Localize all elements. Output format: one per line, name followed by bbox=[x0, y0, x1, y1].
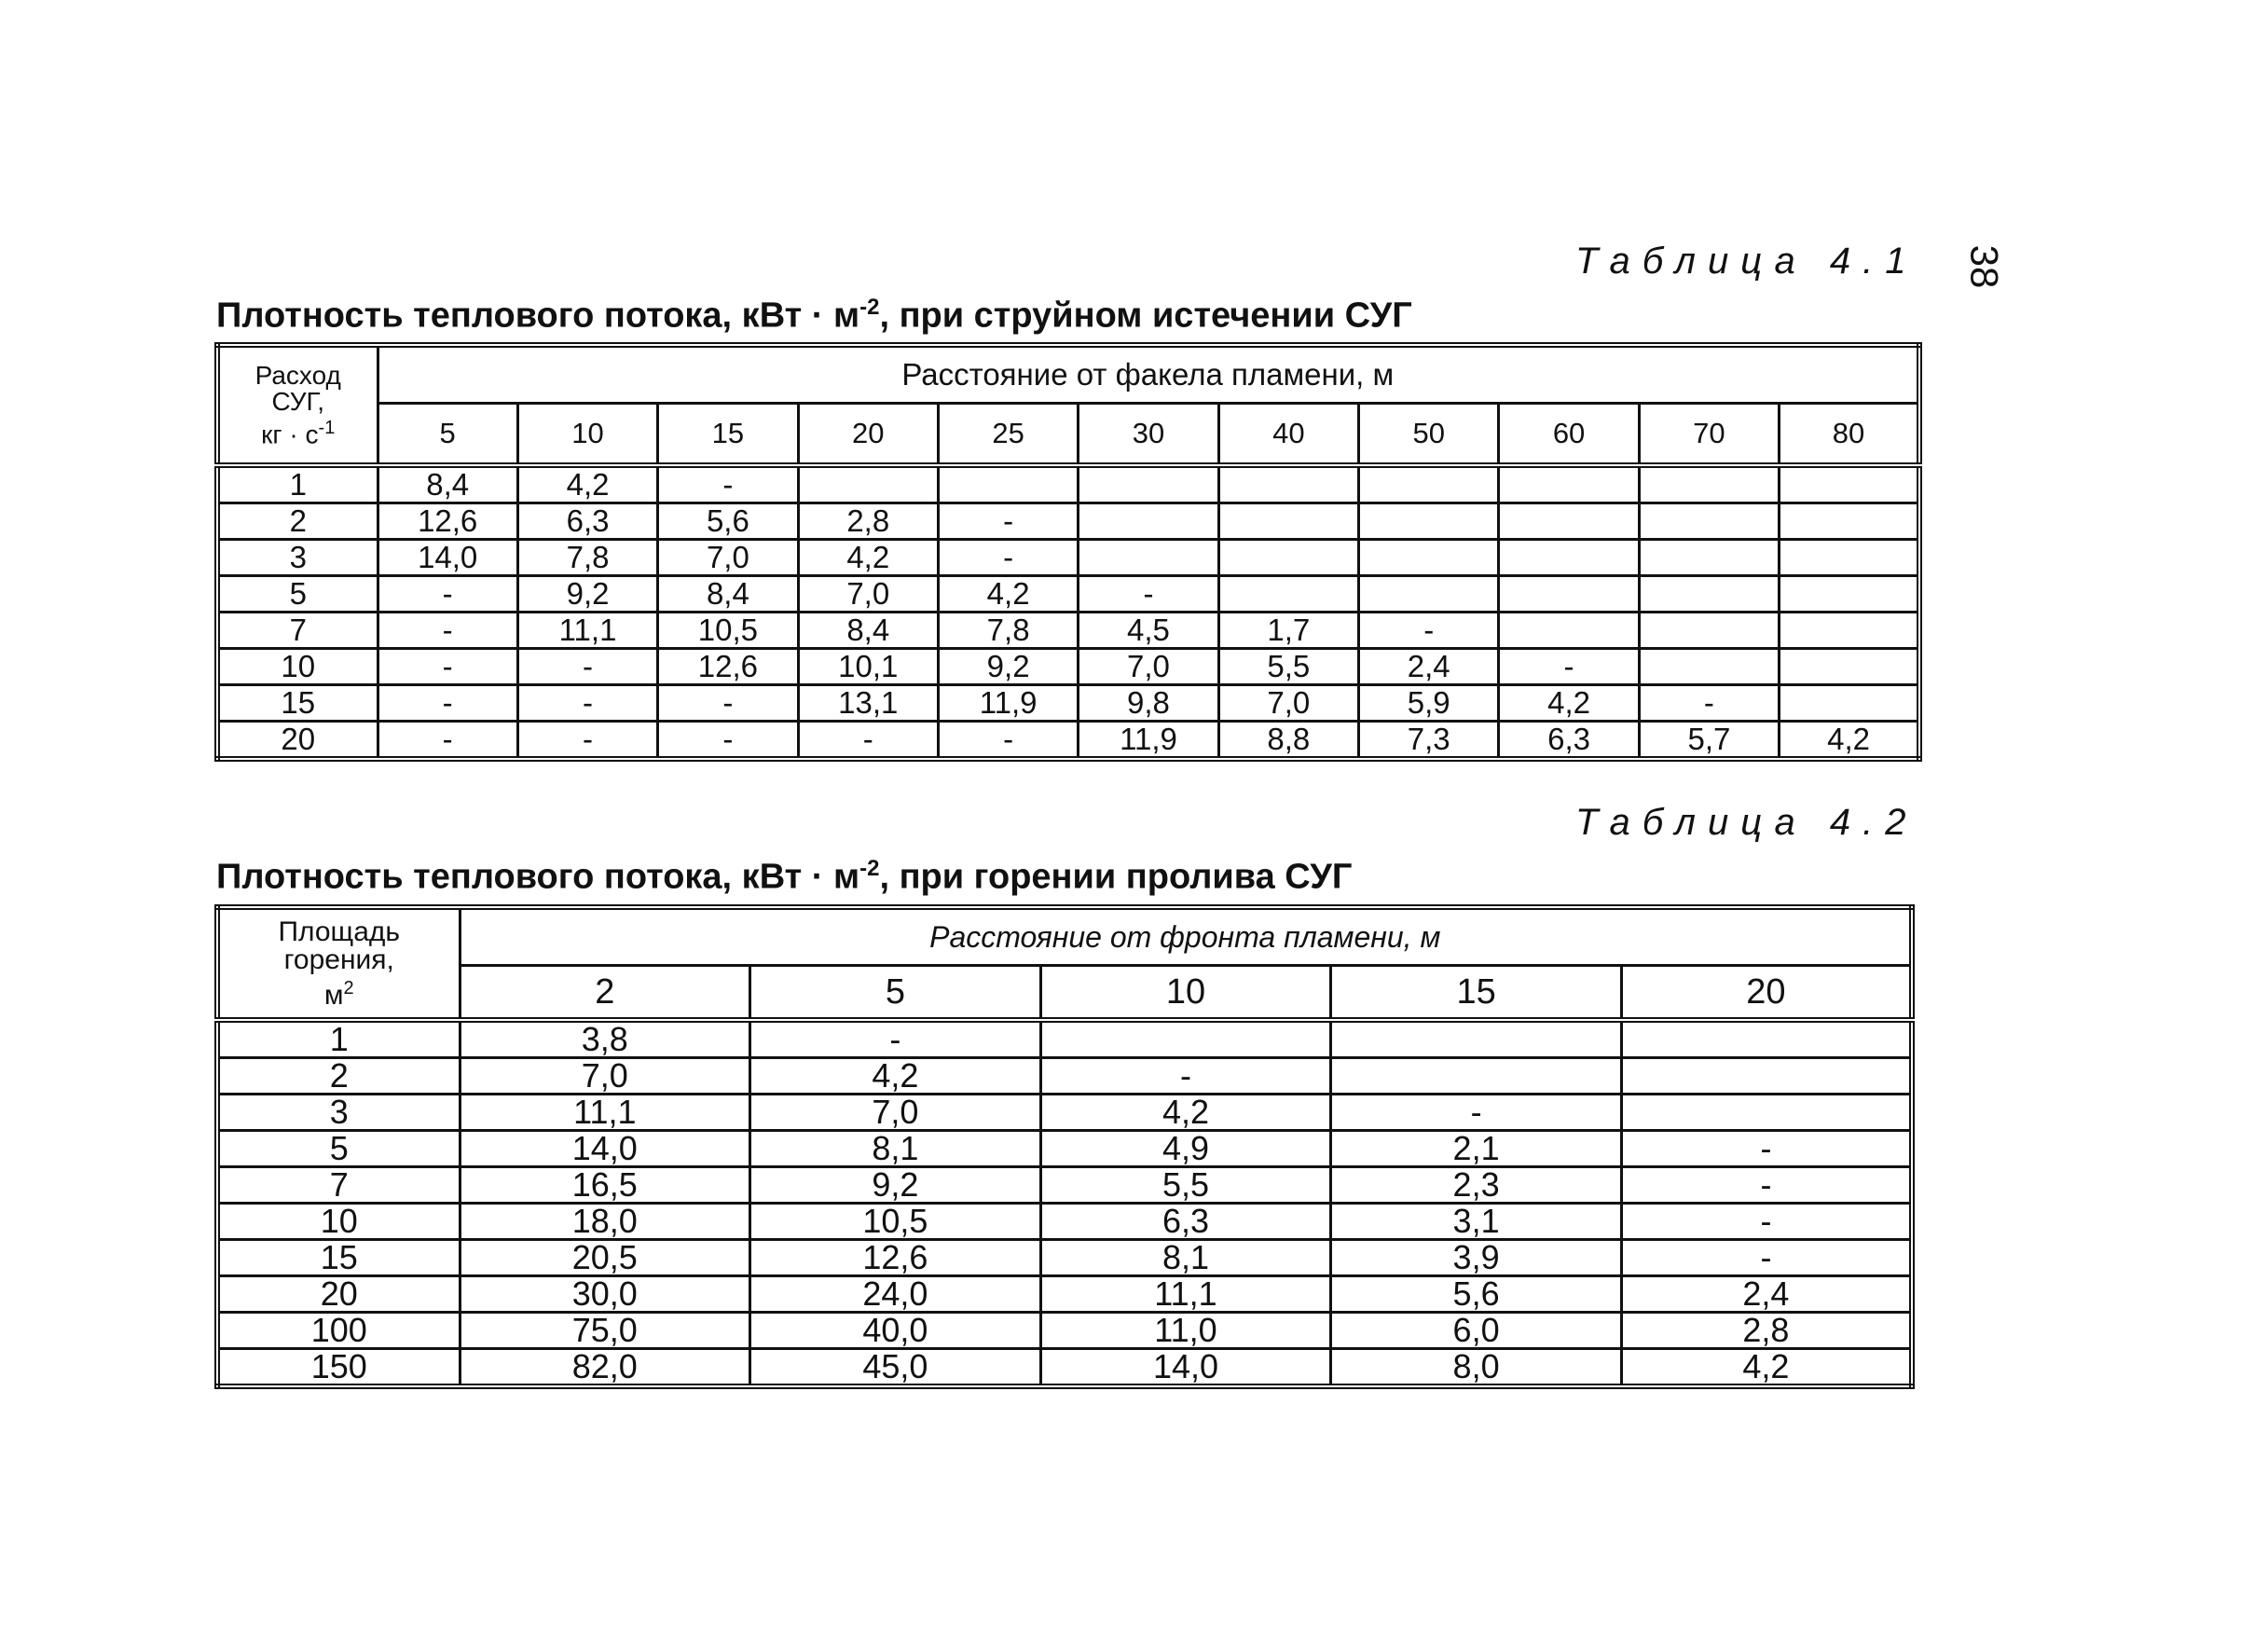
table1-stub-header-unit bbox=[220, 415, 377, 448]
table1-cell: 5,7 bbox=[1639, 722, 1779, 760]
table1-cell: - bbox=[658, 685, 798, 722]
table1-row-key: 7 bbox=[217, 613, 378, 649]
table1-cell: 6,3 bbox=[517, 503, 657, 540]
table2-row-key: 3 bbox=[217, 1095, 460, 1131]
table1-cell: 7,0 bbox=[658, 540, 798, 576]
table1-cell bbox=[1359, 503, 1499, 540]
table2-label: Таблица 4.2 bbox=[1575, 802, 1918, 843]
table1-cell: 5,6 bbox=[658, 503, 798, 540]
table1-row-key: 2 bbox=[217, 503, 378, 540]
table1-column-header: 10 bbox=[517, 404, 657, 466]
table1-cell bbox=[1499, 576, 1639, 613]
table-row bbox=[217, 576, 1919, 613]
table2-stub-header-exp: 2 bbox=[343, 977, 354, 999]
table2-row-key: 150 bbox=[217, 1349, 460, 1387]
table-row bbox=[217, 1349, 1912, 1387]
table2-cell: 2,4 bbox=[1621, 1276, 1912, 1313]
table2-cell: 20,5 bbox=[460, 1240, 750, 1276]
table1-cell bbox=[1639, 465, 1779, 503]
table1-cell bbox=[1359, 540, 1499, 576]
table1-cell bbox=[1079, 503, 1218, 540]
table1-cell: - bbox=[517, 722, 657, 760]
table1-cell: - bbox=[517, 649, 657, 685]
table-row bbox=[217, 1095, 1912, 1131]
table1-cell: 4,2 bbox=[938, 576, 1078, 613]
table2-row-key: 7 bbox=[217, 1167, 460, 1204]
table2-cell: 7,0 bbox=[750, 1095, 1041, 1131]
table2-cell: 4,2 bbox=[1040, 1095, 1331, 1131]
table2-stub-header-line3: м bbox=[323, 979, 344, 1011]
table2-cell: 8,0 bbox=[1331, 1349, 1622, 1387]
table2-cell: 30,0 bbox=[460, 1276, 750, 1313]
table-row bbox=[217, 1313, 1912, 1349]
table1-cell: - bbox=[378, 576, 517, 613]
table2-cell: 11,1 bbox=[1040, 1276, 1331, 1313]
table1-cell: 1,7 bbox=[1218, 613, 1358, 649]
table-row bbox=[217, 503, 1919, 540]
table2-cell bbox=[1040, 1020, 1331, 1058]
table1-cell bbox=[1359, 465, 1499, 503]
table1-cell: 7,0 bbox=[1218, 685, 1358, 722]
table1-cell bbox=[1780, 576, 1919, 613]
table2-cell: 14,0 bbox=[1040, 1349, 1331, 1387]
table2-cell: 7,0 bbox=[460, 1058, 750, 1095]
table1-cell: 4,2 bbox=[1780, 722, 1919, 760]
table2-cell: - bbox=[1621, 1167, 1912, 1204]
table1-cell: - bbox=[1359, 613, 1499, 649]
table-row bbox=[217, 1240, 1912, 1276]
table2-cell: 4,9 bbox=[1040, 1131, 1331, 1167]
table1-cell: 9,2 bbox=[517, 576, 657, 613]
table-row bbox=[217, 1058, 1912, 1095]
table1-cell bbox=[1499, 503, 1639, 540]
table2-cell: 8,1 bbox=[750, 1131, 1041, 1167]
table2-cell: 18,0 bbox=[460, 1204, 750, 1240]
table-row bbox=[217, 465, 1919, 503]
table2-cell bbox=[1621, 1020, 1912, 1058]
page-number: 38 bbox=[1962, 244, 2007, 289]
table1-cell bbox=[798, 465, 938, 503]
table1-column-header: 70 bbox=[1639, 404, 1779, 466]
table1-row-key: 15 bbox=[217, 685, 378, 722]
table1-cell bbox=[1639, 576, 1779, 613]
table2-title-rest: , при горении пролива СУГ bbox=[879, 857, 1353, 897]
table1-cell: 11,9 bbox=[938, 685, 1078, 722]
table1-cell bbox=[1079, 465, 1218, 503]
table2-cell: 3,1 bbox=[1331, 1204, 1622, 1240]
table1-cell: 7,8 bbox=[938, 613, 1078, 649]
table2-cell: 2,1 bbox=[1331, 1131, 1622, 1167]
table2-cell: 82,0 bbox=[460, 1349, 750, 1387]
table2-cell: - bbox=[1621, 1240, 1912, 1276]
table2-cell: 45,0 bbox=[750, 1349, 1041, 1387]
table2-cell: 14,0 bbox=[460, 1131, 750, 1167]
table2-cell: 11,0 bbox=[1040, 1313, 1331, 1349]
table1-cell: 5,5 bbox=[1218, 649, 1358, 685]
table2-cell: 4,2 bbox=[1621, 1349, 1912, 1387]
table1-cell: 9,2 bbox=[938, 649, 1078, 685]
table1-cell: 8,4 bbox=[658, 576, 798, 613]
table1-row-key: 5 bbox=[217, 576, 378, 613]
table1-cell: 4,5 bbox=[1079, 613, 1218, 649]
table1-column-header: 50 bbox=[1359, 404, 1499, 466]
table2-column-header: 2 bbox=[460, 966, 750, 1021]
table1-cell: 4,2 bbox=[1499, 685, 1639, 722]
table1-cell: - bbox=[1079, 576, 1218, 613]
table1-cell bbox=[1218, 503, 1358, 540]
table-row bbox=[217, 1131, 1912, 1167]
table2-cell: 5,6 bbox=[1331, 1276, 1622, 1313]
table1-cell: 9,8 bbox=[1079, 685, 1218, 722]
table1-cell bbox=[1780, 465, 1919, 503]
table2-cell bbox=[1331, 1020, 1622, 1058]
table1 bbox=[214, 342, 1922, 762]
table2-cell: - bbox=[750, 1020, 1041, 1058]
table1-cell: 8,8 bbox=[1218, 722, 1358, 760]
table2-stub-header-line1: Площадь bbox=[278, 916, 401, 947]
table-row bbox=[217, 613, 1919, 649]
table1-stub-header-line3: кг · с bbox=[261, 420, 319, 449]
table2-cell: 6,0 bbox=[1331, 1313, 1622, 1349]
table2-row-key: 2 bbox=[217, 1058, 460, 1095]
table1-cell: 4,2 bbox=[798, 540, 938, 576]
table2-cell: 5,5 bbox=[1040, 1167, 1331, 1204]
table1-cell: - bbox=[378, 722, 517, 760]
table1-cell: - bbox=[658, 465, 798, 503]
table1-cell bbox=[938, 465, 1078, 503]
table2-column-header: 5 bbox=[750, 966, 1041, 1021]
table1-cell bbox=[1499, 540, 1639, 576]
table1-cell: 8,4 bbox=[798, 613, 938, 649]
table2-stub-header bbox=[217, 907, 460, 1020]
table1-cell: - bbox=[517, 685, 657, 722]
table1-stub-header-line2: СУГ, bbox=[271, 386, 325, 416]
table1-cell bbox=[1780, 649, 1919, 685]
table-row bbox=[217, 1204, 1912, 1240]
table1-cell: 7,0 bbox=[798, 576, 938, 613]
table1-cell bbox=[1079, 540, 1218, 576]
table2-cell: - bbox=[1621, 1204, 1912, 1240]
table1-cell: 6,3 bbox=[1499, 722, 1639, 760]
table1-title-rest: , при струйном истечении СУГ bbox=[879, 296, 1412, 336]
table2-cell: 40,0 bbox=[750, 1313, 1041, 1349]
table1-cell: 7,8 bbox=[517, 540, 657, 576]
table1-cell: - bbox=[378, 613, 517, 649]
table1-cell: - bbox=[938, 722, 1078, 760]
table2-title bbox=[216, 856, 1352, 898]
table1-cell: 11,1 bbox=[517, 613, 657, 649]
table2-cell: 10,5 bbox=[750, 1204, 1041, 1240]
table2-stub-header-line2: горения, bbox=[283, 943, 394, 975]
table2-cell: - bbox=[1621, 1131, 1912, 1167]
table1-cell: 2,4 bbox=[1359, 649, 1499, 685]
table1-cell bbox=[1499, 613, 1639, 649]
table2-column-header: 15 bbox=[1331, 966, 1622, 1021]
table-row bbox=[217, 540, 1919, 576]
table-row bbox=[217, 649, 1919, 685]
table2-cell: 6,3 bbox=[1040, 1204, 1331, 1240]
table2-row-key: 100 bbox=[217, 1313, 460, 1349]
table1-cell: 12,6 bbox=[658, 649, 798, 685]
table1-title-exp: -2 bbox=[859, 295, 880, 320]
table2-cell: 12,6 bbox=[750, 1240, 1041, 1276]
table1-cell bbox=[1639, 649, 1779, 685]
table-row bbox=[217, 1167, 1912, 1204]
table2-cell: 3,9 bbox=[1331, 1240, 1622, 1276]
table1-cell bbox=[1218, 540, 1358, 576]
table1-row-key: 3 bbox=[217, 540, 378, 576]
table1-cell bbox=[1780, 540, 1919, 576]
table1-cell: - bbox=[378, 685, 517, 722]
table1-column-header: 25 bbox=[938, 404, 1078, 466]
table1-cell: 14,0 bbox=[378, 540, 517, 576]
table2-row-key: 1 bbox=[217, 1020, 460, 1058]
table2-row-key: 5 bbox=[217, 1131, 460, 1167]
table2 bbox=[214, 904, 1915, 1389]
table-row bbox=[217, 1020, 1912, 1058]
table1-column-header: 15 bbox=[658, 404, 798, 466]
table1-cell: 11,9 bbox=[1079, 722, 1218, 760]
table2-stub-header-unit bbox=[220, 974, 459, 1010]
table2-cell: - bbox=[1040, 1058, 1331, 1095]
table1-column-header: 5 bbox=[378, 404, 517, 466]
table1-cell: 7,3 bbox=[1359, 722, 1499, 760]
table-row bbox=[217, 1276, 1912, 1313]
table1-cell bbox=[1780, 613, 1919, 649]
table1-stub-header-exp: -1 bbox=[318, 417, 336, 438]
table2-row-key: 20 bbox=[217, 1276, 460, 1313]
table1-column-header: 80 bbox=[1780, 404, 1919, 466]
table1-cell: - bbox=[658, 722, 798, 760]
table2-cell: 8,1 bbox=[1040, 1240, 1331, 1276]
table1-label: Таблица 4.1 bbox=[1575, 241, 1918, 282]
table1-cell: - bbox=[938, 540, 1078, 576]
table2-column-header: 20 bbox=[1621, 966, 1912, 1021]
table1-cell bbox=[1639, 613, 1779, 649]
table1-cell: 10,1 bbox=[798, 649, 938, 685]
table2-cell: 11,1 bbox=[460, 1095, 750, 1131]
table1-cell bbox=[1780, 685, 1919, 722]
table2-title-main: Плотность теплового потока, кВт · м bbox=[216, 857, 860, 897]
table2-title-exp: -2 bbox=[859, 856, 880, 881]
table-row bbox=[217, 722, 1919, 760]
table2-row-key: 15 bbox=[217, 1240, 460, 1276]
table2-cell bbox=[1331, 1058, 1622, 1095]
table-row bbox=[217, 685, 1919, 722]
table2-cell bbox=[1621, 1058, 1912, 1095]
table1-cell bbox=[1639, 540, 1779, 576]
table1-cell bbox=[1218, 465, 1358, 503]
table1-cell bbox=[1639, 503, 1779, 540]
table1-cell: 13,1 bbox=[798, 685, 938, 722]
table1-title-main: Плотность теплового потока, кВт · м bbox=[216, 296, 860, 336]
table2-cell: 16,5 bbox=[460, 1167, 750, 1204]
table1-column-header: 30 bbox=[1079, 404, 1218, 466]
table2-cell: 2,3 bbox=[1331, 1167, 1622, 1204]
table2-cell: 24,0 bbox=[750, 1276, 1041, 1313]
table1-cell bbox=[1780, 503, 1919, 540]
table1-cell: 10,5 bbox=[658, 613, 798, 649]
table1-cell: - bbox=[1499, 649, 1639, 685]
table1-cell: - bbox=[378, 649, 517, 685]
table1-title bbox=[216, 295, 1412, 337]
table1-cell bbox=[1499, 465, 1639, 503]
table2-cell: 9,2 bbox=[750, 1167, 1041, 1204]
table2-span-header: Расстояние от фронта пламени, м bbox=[460, 907, 1912, 966]
table1-cell: 5,9 bbox=[1359, 685, 1499, 722]
table1-cell: 2,8 bbox=[798, 503, 938, 540]
table1-stub-header bbox=[217, 345, 378, 465]
table1-cell bbox=[1359, 576, 1499, 613]
table1-cell bbox=[1218, 576, 1358, 613]
table2-cell: 75,0 bbox=[460, 1313, 750, 1349]
table2-cell: 3,8 bbox=[460, 1020, 750, 1058]
table1-span-header: Расстояние от факела пламени, м bbox=[378, 345, 1919, 404]
table1-cell: 4,2 bbox=[517, 465, 657, 503]
table2-column-header: 10 bbox=[1040, 966, 1331, 1021]
table1-row-key: 10 bbox=[217, 649, 378, 685]
table1-cell: 8,4 bbox=[378, 465, 517, 503]
table1-cell: - bbox=[938, 503, 1078, 540]
table2-cell: 2,8 bbox=[1621, 1313, 1912, 1349]
table2-cell: 4,2 bbox=[750, 1058, 1041, 1095]
table1-cell: 12,6 bbox=[378, 503, 517, 540]
table1-cell: - bbox=[1639, 685, 1779, 722]
table1-column-header: 20 bbox=[798, 404, 938, 466]
table2-row-key: 10 bbox=[217, 1204, 460, 1240]
table1-row-key: 1 bbox=[217, 465, 378, 503]
table1-column-header: 40 bbox=[1218, 404, 1358, 466]
table1-cell: 7,0 bbox=[1079, 649, 1218, 685]
table1-cell: - bbox=[798, 722, 938, 760]
table2-cell: - bbox=[1331, 1095, 1622, 1131]
table1-stub-header-line1: Расход bbox=[254, 360, 341, 390]
table1-column-header: 60 bbox=[1499, 404, 1639, 466]
table1-row-key: 20 bbox=[217, 722, 378, 760]
table2-cell bbox=[1621, 1095, 1912, 1131]
